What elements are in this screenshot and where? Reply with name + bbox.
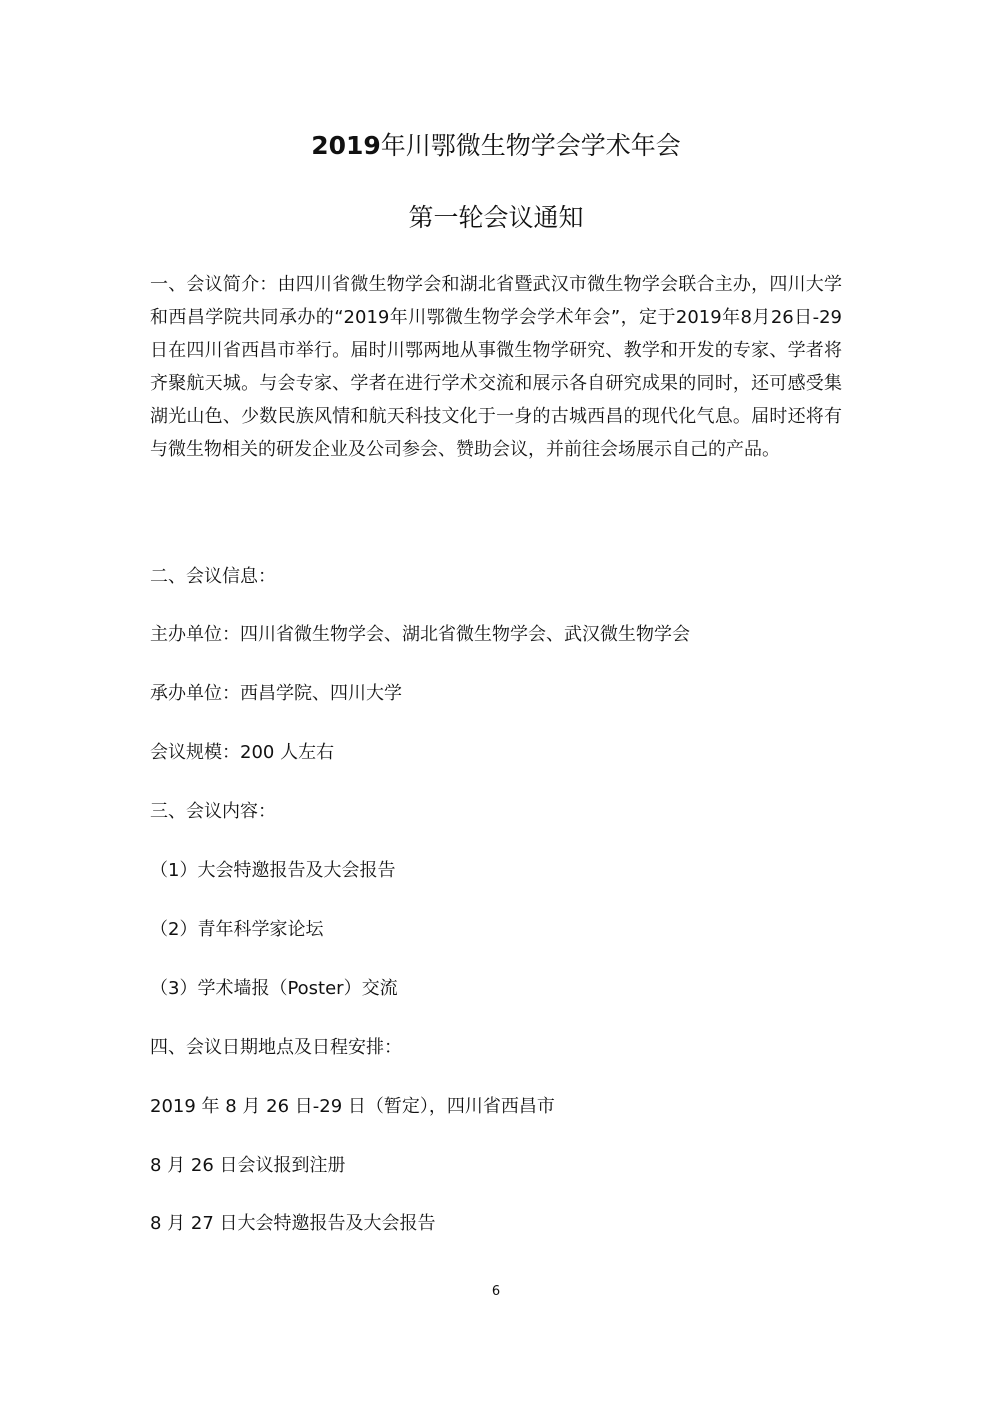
section-heading-schedule: 四、会议日期地点及日程安排：	[150, 1037, 402, 1058]
content-item: （1）大会特邀报告及大会报告	[150, 860, 396, 881]
title-year: 2019	[311, 131, 381, 160]
organizer-line: 主办单位：四川省微生物学会、湖北省微生物学会、武汉微生物学会	[150, 624, 690, 645]
page-number: 6	[491, 1284, 501, 1299]
co-organizer-line: 承办单位：西昌学院、四川大学	[150, 683, 402, 704]
section-heading-info: 二、会议信息：	[150, 566, 276, 587]
content-item: （2）青年科学家论坛	[150, 919, 324, 940]
document-subtitle: 第一轮会议通知	[408, 203, 584, 232]
schedule-line: 8 月 26 日会议报到注册	[150, 1155, 346, 1176]
intro-paragraph: 一、会议简介：由四川省微生物学会和湖北省暨武汉市微生物学会联合主办，四川大学和西昌学院共同承办的“2019年川鄂微生物学会学术年会”，定于2019年8月26日-29日在四川省西昌市举行。届时川鄂两地从事微生物学研究、教学和开发的专家、学者将齐聚航天城。与会专家、学者在进行学术交流和展示各自研究成果的同时，还可感受集湖光山色、少数民族风情和航天科技文化于一身的古城西昌的现代化气息。届时还将有与微生物相关的研发企业及公司参会、赞助会议，并前往会场展示自己的产品。	[150, 274, 842, 460]
document-title	[0, 131, 992, 161]
scale-line: 会议规模：200 人左右	[150, 742, 335, 763]
content-item: （3）学术墙报（Poster）交流	[150, 978, 398, 999]
section-heading-content: 三、会议内容：	[150, 801, 276, 822]
schedule-line: 2019 年 8 月 26 日-29 日（暂定），四川省西昌市	[150, 1096, 555, 1117]
title-text: 年川鄂微生物学会学术年会	[380, 131, 681, 160]
schedule-line: 8 月 27 日大会特邀报告及大会报告	[150, 1213, 436, 1234]
